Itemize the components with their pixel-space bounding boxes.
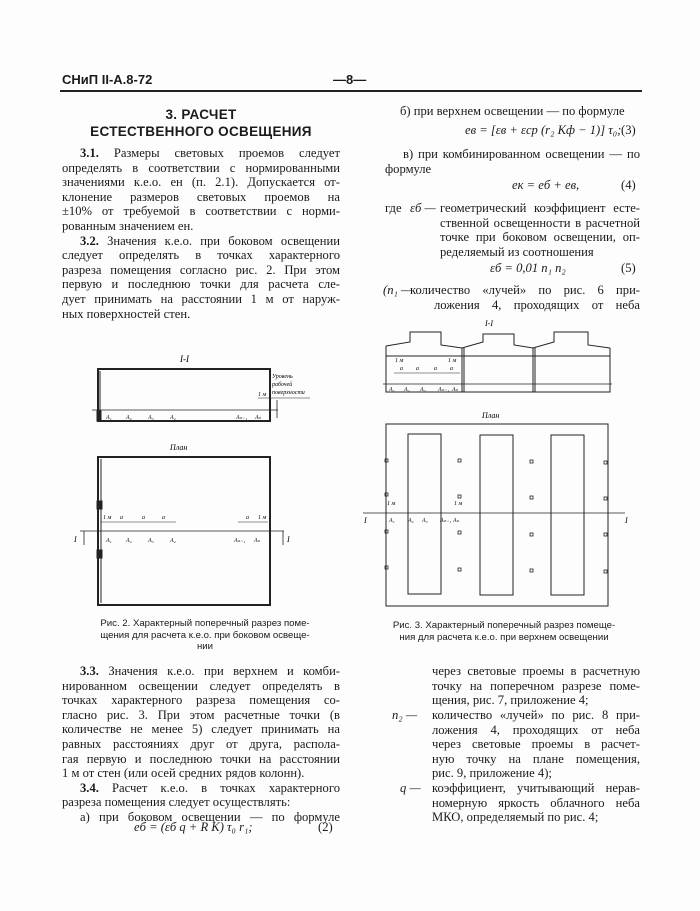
text: Размеры световых проемов следует [98,146,340,160]
fig2-plan-label: План [170,443,188,452]
title-line: 3. РАСЧЕТ [165,107,237,122]
fig2-axis: I [74,535,77,544]
text-line [62,781,340,796]
caption-line: нии [196,641,214,652]
fig2-a: a [162,515,165,521]
fig2-point: A₁ [106,538,112,544]
fig3-one-m: 1 м [387,501,396,507]
fig2-point: Aₙ₋₁ [236,415,248,421]
text-line: через световые проемы в расчетную [432,664,640,678]
text-line: первую и последнюю точки для расчета сле- [62,277,340,292]
fig3-one-m: 1 м [448,358,457,364]
text: Значения к.е.о. при верхнем и комби- [98,664,340,678]
figure-3-caption [368,620,640,643]
text-line: точку на поперечном разрезе поме- [432,678,640,693]
fig3-axis: I [364,516,367,525]
text-line: ложения 4, проходящих от неба [432,722,640,737]
fig2-point: A₄ [170,538,176,544]
text-line: в) при комбинированном освещении — по [403,147,640,161]
fig2-point: A₂ [126,415,132,421]
fig3-a: a [434,366,437,372]
equation-number-5: (5) [621,261,636,275]
fig2-point: A₃ [148,538,154,544]
fig2-a: a [120,515,123,521]
text: Расчет к.е.о. в точках характерного [98,780,340,795]
text-line: через световые проемы в расчет- [432,737,640,752]
fig2-one-m: 1 м [258,515,267,521]
text-line: номерную яркость облачного неба [432,795,640,810]
fig2-point: Aₙ₋₁ [234,538,246,544]
text-line: точке при боковом освещении, оп- [440,230,640,245]
clause-number: 3.1. [80,146,99,160]
clause-number: 3.3. [80,664,99,678]
fig2-point: A₂ [126,538,132,544]
fig2-a: a [142,515,145,521]
text-line: щения, рис. 7, приложение 4; [432,693,589,708]
text-line: ±10% от требуемой в соответствии с норми- [62,204,340,219]
n2-symbol: n₂ — [392,708,418,722]
text-line: определять в соответствии с нормированными [62,160,340,175]
formula-5: εб = 0,01 n₁ n₂ [490,261,566,275]
fig2-work-surface: поверхности [272,390,305,396]
n1-definition-continued [432,664,640,708]
fig3-point: Aₙ₋₁ [438,387,450,393]
text-line: МКО, определяемый по рис. 4; [432,810,599,825]
text-line: ложения 4, проходящих от неба [434,297,640,312]
figure-2-plan [80,457,284,605]
fig3-a: a [416,366,419,372]
item-b: б) при верхнем освещении — по формуле [400,104,625,118]
equation-number-4: (4) [621,178,636,192]
fig2-one-m: 1 м [103,515,112,521]
clause-number: 3.2. [80,233,99,248]
figure-2-caption [70,618,340,653]
fig3-section-label: I-I [485,319,493,328]
fig3-point: Aₙ [452,387,459,393]
text-line: рованным значением eн. [62,218,194,233]
text-line: а) при боковом освещении — по формуле [80,809,340,824]
caption-line: щения для расчета к.е.о. при боковом освеще- [100,629,310,641]
fig2-work-surface: Уровень [272,374,293,380]
fig2-point: A₃ [148,415,154,421]
text-line: количество «лучей» по рис. 8 при- [432,708,640,722]
text-line: разреза помещения следует осуществлять: [62,795,291,810]
fig3-point: Aₙ₋₁ [440,518,452,524]
fig3-point: A₃ [420,387,426,393]
text-line: рис. 9, приложение 4); [432,766,552,781]
fig2-one-m: 1 м [258,392,267,398]
fig3-one-m: 1 м [395,358,404,364]
n1-symbol: (n₁ — [383,283,413,297]
fig2-point: Aₙ [254,538,261,544]
text-line: ных поверхностей стен. [62,306,191,321]
equation-number-3: (3) [621,123,636,137]
text-line: гласно рис. 3. При этом расчетные точки (в [62,707,340,722]
text-line: гая первую и последнюю точки на расстоянии [62,751,340,766]
page-number: —8— [333,72,367,87]
caption-line: Рис. 2. Характерный поперечный разрез поме- [100,618,310,629]
fig2-axis: I [287,535,290,544]
fig3-one-m: 1 м [454,501,463,507]
fig2-a: a [246,515,249,521]
fig3-point: A₁ [389,387,395,393]
where-label: где [385,201,402,215]
caption-line: ния для расчета к.е.о. при верхнем освещении [399,631,609,643]
fig3-a: a [400,366,403,372]
fig3-plan-label: План [482,411,500,420]
text-line: количестве не менее 5) следует принимать на [62,722,340,737]
figure-3-plan [363,424,625,606]
fig2-point: A₄ [170,415,176,421]
clause-number: 3.4. [80,780,99,795]
document-code: СНиП II-А.8-72 [62,72,153,87]
formula-3: eв = [εв + εср (r₂ Kф − 1)] τ₀; [465,123,622,137]
q-definition [432,781,640,825]
fig2-section-label: I-I [180,354,189,364]
text-line: ственной освещенности в расчетной [440,215,640,230]
text-line: равных расстояниях друг от друга, распола- [62,736,340,751]
q-symbol: q — [400,781,421,795]
formula-2: eб = (εб q + R K) τ₀ r₁; [134,820,253,834]
text-line: нированном освещении следует определять в [62,678,340,693]
figure-3-section [383,332,612,392]
text-line: геометрический коэффициент есте- [440,201,640,215]
text-line: формуле [385,161,432,176]
text-line: значениями к.е.о. eн (п. 2.1). Допускается от- [62,175,340,190]
fig2-work-surface: рабочей [272,382,293,388]
text-line: количество «лучей» по рис. 6 при- [410,283,640,297]
fig3-axis: I [625,516,628,525]
title-line: ЕСТЕСТВЕННОГО ОСВЕЩЕНИЯ [90,124,312,139]
fig3-point: A₂ [404,387,410,393]
fig3-a: a [450,366,453,372]
paragraph-3-3 [62,664,340,825]
text-line: дует принимать на расстоянии 1 м от наруж- [62,291,340,306]
text-line: 1 м от стен (или осей средних рядов колонн). [62,766,305,781]
text-line: клонение размеров световых проемов на [62,189,340,204]
fig3-point: A₃ [422,518,428,524]
n2-definition [432,708,640,781]
text-line: ределяемый из соотношения [440,244,594,259]
fig3-point: A₂ [408,518,414,524]
equation-number-2: (2) [318,820,333,834]
fig3-point: Aₙ [453,518,460,524]
caption-line: Рис. 3. Характерный поперечный разрез помеще- [392,620,616,631]
formula-4: eк = eб + eв, [512,178,580,192]
fig2-point: Aₙ [255,415,262,421]
fig2-point: A₁ [106,415,112,421]
fig3-point: A₁ [389,518,395,524]
text-line: коэффициент, учитывающий нерав- [432,781,640,795]
text: Значения к.е.о. при боковом освещении [98,233,340,248]
text-line: следует определять в точках характерного [62,248,340,263]
text-line: разреза помещения согласно рис. 2. При этом [62,262,340,277]
eps-symbol: εб — [410,201,436,215]
text-line: ную точку на плане помещения, [432,751,640,766]
text-line [62,664,340,679]
text-line: точках характерного разреза помещения со- [62,693,340,708]
